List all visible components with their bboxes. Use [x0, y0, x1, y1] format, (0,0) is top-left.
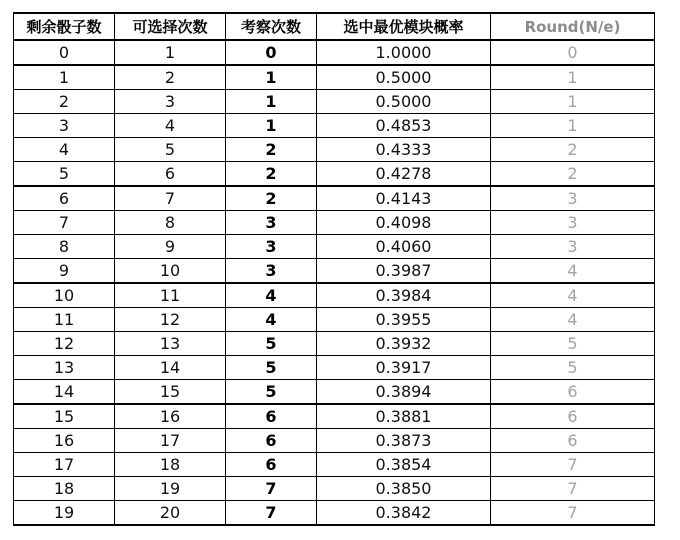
- remaining-dice-cell: 2: [14, 90, 115, 114]
- table-row: [14, 259, 655, 284]
- probability-cell: 0.5000: [317, 65, 491, 90]
- table-row: [14, 40, 655, 65]
- probability-cell: 0.3984: [317, 283, 491, 308]
- remaining-dice-cell: 1: [14, 65, 115, 90]
- remaining-dice-cell: 7: [14, 211, 115, 235]
- probability-cell: 0.4143: [317, 186, 491, 211]
- round-cell: 1: [491, 90, 655, 114]
- round-cell: 7: [491, 477, 655, 501]
- table-body: [14, 40, 655, 525]
- observe-count-cell: 3: [226, 259, 317, 284]
- round-cell: 6: [491, 380, 655, 405]
- round-cell: 7: [491, 453, 655, 477]
- table-row: [14, 162, 655, 187]
- round-cell: 6: [491, 429, 655, 453]
- observe-count-cell: 1: [226, 90, 317, 114]
- choices-cell: 8: [115, 211, 226, 235]
- probability-cell: 0.3894: [317, 380, 491, 405]
- choices-cell: 13: [115, 332, 226, 356]
- choices-cell: 11: [115, 283, 226, 308]
- choices-cell: 4: [115, 114, 226, 138]
- table-row: [14, 138, 655, 162]
- observe-count-cell: 4: [226, 308, 317, 332]
- observe-count-cell: 5: [226, 356, 317, 380]
- observe-count-cell: 4: [226, 283, 317, 308]
- probability-cell: 0.3873: [317, 429, 491, 453]
- header-best-probability: 选中最优模块概率: [317, 13, 491, 40]
- probability-table: [13, 12, 655, 526]
- probability-cell: 0.4098: [317, 211, 491, 235]
- observe-count-cell: 1: [226, 65, 317, 90]
- choices-cell: 19: [115, 477, 226, 501]
- observe-count-cell: 5: [226, 380, 317, 405]
- remaining-dice-cell: 14: [14, 380, 115, 405]
- header-choices: 可选择次数: [115, 13, 226, 40]
- table-row: [14, 477, 655, 501]
- round-cell: 3: [491, 186, 655, 211]
- probability-table-container: [13, 12, 655, 526]
- choices-cell: 5: [115, 138, 226, 162]
- remaining-dice-cell: 3: [14, 114, 115, 138]
- probability-cell: 0.4278: [317, 162, 491, 187]
- round-cell: 3: [491, 211, 655, 235]
- probability-cell: 0.5000: [317, 90, 491, 114]
- probability-cell: 0.3932: [317, 332, 491, 356]
- round-cell: 5: [491, 332, 655, 356]
- remaining-dice-cell: 13: [14, 356, 115, 380]
- probability-cell: 0.3850: [317, 477, 491, 501]
- table-row: [14, 453, 655, 477]
- round-cell: 4: [491, 283, 655, 308]
- remaining-dice-cell: 15: [14, 404, 115, 429]
- choices-cell: 17: [115, 429, 226, 453]
- remaining-dice-cell: 18: [14, 477, 115, 501]
- remaining-dice-cell: 11: [14, 308, 115, 332]
- remaining-dice-cell: 6: [14, 186, 115, 211]
- round-cell: 2: [491, 162, 655, 187]
- table-row: [14, 235, 655, 259]
- choices-cell: 1: [115, 40, 226, 65]
- round-cell: 5: [491, 356, 655, 380]
- table-row: [14, 283, 655, 308]
- probability-cell: 0.3854: [317, 453, 491, 477]
- observe-count-cell: 3: [226, 211, 317, 235]
- probability-cell: 0.3987: [317, 259, 491, 284]
- remaining-dice-cell: 16: [14, 429, 115, 453]
- table-row: [14, 90, 655, 114]
- observe-count-cell: 7: [226, 501, 317, 526]
- round-cell: 4: [491, 259, 655, 284]
- observe-count-cell: 5: [226, 332, 317, 356]
- table-row: [14, 332, 655, 356]
- remaining-dice-cell: 9: [14, 259, 115, 284]
- header-observe-count: 考察次数: [226, 13, 317, 40]
- remaining-dice-cell: 5: [14, 162, 115, 187]
- table-row: [14, 501, 655, 526]
- choices-cell: 9: [115, 235, 226, 259]
- observe-count-cell: 6: [226, 429, 317, 453]
- probability-cell: 0.4853: [317, 114, 491, 138]
- round-cell: 1: [491, 65, 655, 90]
- observe-count-cell: 6: [226, 453, 317, 477]
- choices-cell: 2: [115, 65, 226, 90]
- table-row: [14, 211, 655, 235]
- table-row: [14, 114, 655, 138]
- round-cell: 6: [491, 404, 655, 429]
- remaining-dice-cell: 12: [14, 332, 115, 356]
- probability-cell: 0.4060: [317, 235, 491, 259]
- table-row: [14, 429, 655, 453]
- remaining-dice-cell: 0: [14, 40, 115, 65]
- table-row: [14, 356, 655, 380]
- remaining-dice-cell: 17: [14, 453, 115, 477]
- choices-cell: 15: [115, 380, 226, 405]
- probability-cell: 0.3917: [317, 356, 491, 380]
- probability-cell: 1.0000: [317, 40, 491, 65]
- choices-cell: 16: [115, 404, 226, 429]
- round-cell: 0: [491, 40, 655, 65]
- remaining-dice-cell: 10: [14, 283, 115, 308]
- choices-cell: 3: [115, 90, 226, 114]
- table-row: [14, 380, 655, 405]
- observe-count-cell: 0: [226, 40, 317, 65]
- remaining-dice-cell: 19: [14, 501, 115, 526]
- table-row: [14, 65, 655, 90]
- observe-count-cell: 6: [226, 404, 317, 429]
- remaining-dice-cell: 4: [14, 138, 115, 162]
- probability-cell: 0.3955: [317, 308, 491, 332]
- choices-cell: 6: [115, 162, 226, 187]
- probability-cell: 0.3881: [317, 404, 491, 429]
- header-round-n-over-e: Round(N/e): [491, 13, 655, 40]
- observe-count-cell: 2: [226, 186, 317, 211]
- header-remaining-dice: 剩余骰子数: [14, 13, 115, 40]
- header-row: [14, 13, 655, 40]
- round-cell: 3: [491, 235, 655, 259]
- choices-cell: 18: [115, 453, 226, 477]
- table-row: [14, 186, 655, 211]
- round-cell: 1: [491, 114, 655, 138]
- observe-count-cell: 1: [226, 114, 317, 138]
- choices-cell: 7: [115, 186, 226, 211]
- round-cell: 4: [491, 308, 655, 332]
- remaining-dice-cell: 8: [14, 235, 115, 259]
- round-cell: 2: [491, 138, 655, 162]
- table-row: [14, 404, 655, 429]
- observe-count-cell: 2: [226, 138, 317, 162]
- choices-cell: 20: [115, 501, 226, 526]
- observe-count-cell: 3: [226, 235, 317, 259]
- observe-count-cell: 2: [226, 162, 317, 187]
- table-row: [14, 308, 655, 332]
- choices-cell: 12: [115, 308, 226, 332]
- observe-count-cell: 7: [226, 477, 317, 501]
- choices-cell: 10: [115, 259, 226, 284]
- probability-cell: 0.3842: [317, 501, 491, 526]
- probability-cell: 0.4333: [317, 138, 491, 162]
- round-cell: 7: [491, 501, 655, 526]
- choices-cell: 14: [115, 356, 226, 380]
